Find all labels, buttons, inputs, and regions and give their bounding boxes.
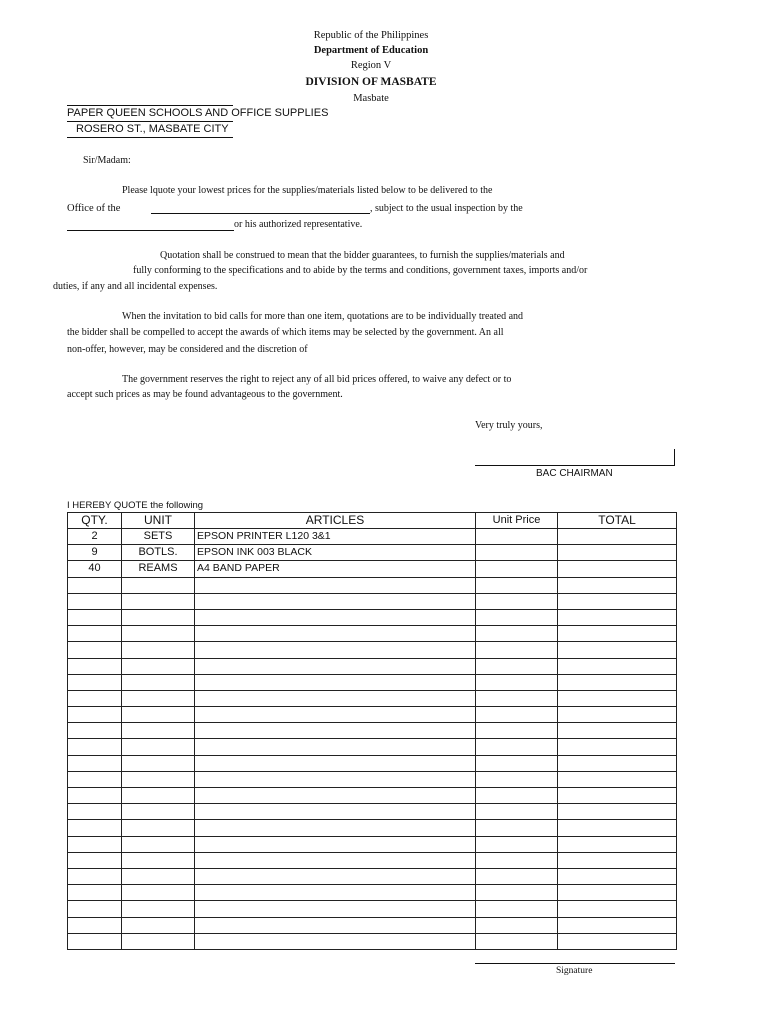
row-unit-price[interactable]: [476, 609, 558, 625]
para1-line3: or his authorized representative.: [234, 219, 363, 230]
table-row: [68, 707, 677, 723]
row-qty[interactable]: [68, 707, 122, 723]
row-unit[interactable]: [122, 626, 195, 642]
para3-line2: the bidder shall be compelled to accept the awards of which items may be selected by the government. An all: [67, 327, 504, 338]
row-qty[interactable]: 9: [68, 545, 122, 561]
row-article[interactable]: [195, 642, 476, 658]
row-qty[interactable]: [68, 820, 122, 836]
header-total: TOTAL: [558, 513, 677, 529]
row-unit-price[interactable]: [476, 658, 558, 674]
row-unit-price[interactable]: [476, 529, 558, 545]
header-unit: UNIT: [122, 513, 195, 529]
header-unit-price: Unit Price: [476, 513, 558, 529]
row-qty[interactable]: [68, 933, 122, 949]
row-total[interactable]: [558, 901, 677, 917]
row-unit-price[interactable]: [476, 771, 558, 787]
header-region: Region V: [350, 60, 392, 71]
row-total[interactable]: [558, 690, 677, 706]
row-total[interactable]: [558, 933, 677, 949]
row-unit[interactable]: [122, 690, 195, 706]
row-article[interactable]: [195, 707, 476, 723]
signature-label: Signature: [556, 966, 593, 976]
table-row: [68, 820, 677, 836]
closing-text: Very truly yours,: [475, 420, 543, 431]
row-total[interactable]: [558, 917, 677, 933]
row-unit[interactable]: [122, 901, 195, 917]
row-unit-price[interactable]: [476, 723, 558, 739]
row-unit[interactable]: [122, 917, 195, 933]
table-row: [68, 868, 677, 884]
para1-line2-a: Office of the: [67, 203, 121, 214]
row-qty[interactable]: [68, 609, 122, 625]
row-qty[interactable]: [68, 690, 122, 706]
row-total[interactable]: [558, 885, 677, 901]
row-unit-price[interactable]: [476, 593, 558, 609]
row-qty[interactable]: [68, 804, 122, 820]
table-row: [68, 626, 677, 642]
row-article[interactable]: [195, 723, 476, 739]
table-header-row: [68, 513, 677, 529]
table-row: [68, 690, 677, 706]
row-total[interactable]: [558, 852, 677, 868]
row-qty[interactable]: [68, 577, 122, 593]
row-unit[interactable]: [122, 771, 195, 787]
row-unit[interactable]: [122, 593, 195, 609]
addressee-name-rule: [67, 121, 233, 122]
row-total[interactable]: [558, 804, 677, 820]
bidder-signature-line[interactable]: [475, 963, 675, 964]
row-unit-price[interactable]: [476, 901, 558, 917]
row-unit-price[interactable]: [476, 690, 558, 706]
row-unit[interactable]: [122, 658, 195, 674]
row-article[interactable]: [195, 626, 476, 642]
row-total[interactable]: [558, 529, 677, 545]
row-qty[interactable]: [68, 788, 122, 804]
row-article[interactable]: [195, 836, 476, 852]
row-qty[interactable]: [68, 593, 122, 609]
table-row: [68, 609, 677, 625]
header-department: Department of Education: [313, 45, 429, 56]
header-division: DIVISION OF MASBATE: [305, 76, 437, 88]
row-qty[interactable]: [68, 739, 122, 755]
row-qty[interactable]: [68, 901, 122, 917]
row-unit-price[interactable]: [476, 852, 558, 868]
row-total[interactable]: [558, 836, 677, 852]
table-row: [68, 723, 677, 739]
table-row: [68, 674, 677, 690]
table-row: [68, 561, 677, 577]
row-unit[interactable]: REAMS: [122, 561, 195, 577]
row-unit-price[interactable]: [476, 707, 558, 723]
row-article[interactable]: [195, 901, 476, 917]
row-total[interactable]: [558, 593, 677, 609]
para2-line2: fully conforming to the specifications and to abide by the terms and conditions, government taxes, imports and/or: [133, 265, 588, 276]
addressee-address-rule: [67, 137, 233, 138]
row-article[interactable]: [195, 577, 476, 593]
table-row: [68, 529, 677, 545]
row-qty[interactable]: [68, 852, 122, 868]
para2-line1: Quotation shall be construed to mean that the bidder guarantees, to furnish the supplies/materials and: [160, 250, 565, 261]
row-article[interactable]: [195, 868, 476, 884]
row-unit[interactable]: [122, 852, 195, 868]
row-article[interactable]: [195, 690, 476, 706]
para1-line2-b: , subject to the usual inspection by the: [370, 203, 523, 214]
row-unit[interactable]: SETS: [122, 529, 195, 545]
table-row: [68, 577, 677, 593]
row-unit[interactable]: [122, 674, 195, 690]
row-unit[interactable]: [122, 577, 195, 593]
table-row: [68, 804, 677, 820]
row-unit[interactable]: [122, 933, 195, 949]
header-articles: ARTICLES: [195, 513, 476, 529]
row-total[interactable]: [558, 868, 677, 884]
row-article[interactable]: [195, 609, 476, 625]
table-row: [68, 545, 677, 561]
row-qty[interactable]: [68, 658, 122, 674]
row-qty[interactable]: [68, 868, 122, 884]
office-blank-line[interactable]: [151, 213, 370, 214]
row-article[interactable]: [195, 820, 476, 836]
row-total[interactable]: [558, 723, 677, 739]
row-unit-price[interactable]: [476, 739, 558, 755]
row-total[interactable]: [558, 755, 677, 771]
row-total[interactable]: [558, 577, 677, 593]
chairman-signature-line[interactable]: [475, 465, 675, 466]
table-row: [68, 836, 677, 852]
row-qty[interactable]: 40: [68, 561, 122, 577]
row-unit[interactable]: [122, 739, 195, 755]
row-unit[interactable]: [122, 820, 195, 836]
row-unit-price[interactable]: [476, 577, 558, 593]
table-row: [68, 885, 677, 901]
row-unit-price[interactable]: [476, 788, 558, 804]
table-intro: I HEREBY QUOTE the following: [67, 500, 204, 511]
row-unit-price[interactable]: [476, 885, 558, 901]
row-article[interactable]: [195, 852, 476, 868]
row-unit-price[interactable]: [476, 755, 558, 771]
row-article[interactable]: [195, 771, 476, 787]
row-unit-price[interactable]: [476, 868, 558, 884]
row-article[interactable]: [195, 917, 476, 933]
row-qty[interactable]: [68, 723, 122, 739]
row-article[interactable]: [195, 885, 476, 901]
row-qty[interactable]: [68, 642, 122, 658]
row-unit[interactable]: [122, 885, 195, 901]
table-row: [68, 852, 677, 868]
row-unit[interactable]: [122, 642, 195, 658]
row-article[interactable]: [195, 755, 476, 771]
row-unit[interactable]: [122, 836, 195, 852]
row-article[interactable]: A4 BAND PAPER: [195, 561, 476, 577]
row-article[interactable]: EPSON PRINTER L120 3&1: [195, 529, 476, 545]
row-unit-price[interactable]: [476, 917, 558, 933]
salutation: Sir/Madam:: [83, 155, 131, 166]
table-row: [68, 933, 677, 949]
row-unit-price[interactable]: [476, 674, 558, 690]
table-row: [68, 771, 677, 787]
row-qty[interactable]: 2: [68, 529, 122, 545]
row-total[interactable]: [558, 820, 677, 836]
para4-line2: accept such prices as may be found advantageous to the government.: [67, 389, 343, 400]
row-unit-price[interactable]: [476, 626, 558, 642]
addressee-name: PAPER QUEEN SCHOOLS AND OFFICE SUPPLIES: [67, 107, 329, 119]
row-unit[interactable]: [122, 868, 195, 884]
row-total[interactable]: [558, 561, 677, 577]
row-unit-price[interactable]: [476, 804, 558, 820]
row-article[interactable]: [195, 933, 476, 949]
row-unit[interactable]: [122, 723, 195, 739]
row-article[interactable]: [195, 739, 476, 755]
row-total[interactable]: [558, 642, 677, 658]
addressee-address: ROSERO ST., MASBATE CITY: [76, 123, 229, 135]
table-row: [68, 593, 677, 609]
row-qty[interactable]: [68, 755, 122, 771]
row-unit-price[interactable]: [476, 820, 558, 836]
para4-line1: The government reserves the right to reject any of all bid prices offered, to waive any defect or to: [122, 374, 512, 385]
row-article[interactable]: [195, 674, 476, 690]
row-total[interactable]: [558, 609, 677, 625]
row-unit[interactable]: [122, 707, 195, 723]
row-unit-price[interactable]: [476, 933, 558, 949]
row-total[interactable]: [558, 771, 677, 787]
row-unit-price[interactable]: [476, 545, 558, 561]
row-unit[interactable]: [122, 804, 195, 820]
table-row: [68, 755, 677, 771]
table-row: [68, 739, 677, 755]
row-article[interactable]: [195, 804, 476, 820]
row-total[interactable]: [558, 739, 677, 755]
quotation-table: [67, 512, 677, 950]
table-row: [68, 788, 677, 804]
row-article[interactable]: [195, 593, 476, 609]
row-total[interactable]: [558, 545, 677, 561]
row-unit[interactable]: [122, 755, 195, 771]
row-qty[interactable]: [68, 626, 122, 642]
row-article[interactable]: [195, 788, 476, 804]
table-row: [68, 642, 677, 658]
header-republic: Republic of the Philippines: [313, 30, 429, 41]
signature-line-end-mark: [674, 449, 675, 466]
para3-line3: non-offer, however, may be considered and the discretion of: [67, 344, 308, 355]
row-qty[interactable]: [68, 674, 122, 690]
signatory-title: BAC CHAIRMAN: [536, 468, 613, 479]
header-qty: QTY.: [68, 513, 122, 529]
row-total[interactable]: [558, 788, 677, 804]
row-total[interactable]: [558, 626, 677, 642]
row-qty[interactable]: [68, 885, 122, 901]
row-qty[interactable]: [68, 917, 122, 933]
para3-line1: When the invitation to bid calls for more than one item, quotations are to be individually treated and: [122, 311, 524, 322]
row-article[interactable]: [195, 658, 476, 674]
table-row: [68, 901, 677, 917]
para2-line3: duties, if any and all incidental expenses.: [53, 281, 218, 292]
header-city: Masbate: [353, 93, 389, 104]
table-row: [68, 658, 677, 674]
table-row: [68, 917, 677, 933]
row-qty[interactable]: [68, 836, 122, 852]
representative-blank-line[interactable]: [67, 230, 234, 231]
addressee-top-rule: [67, 105, 233, 106]
row-unit[interactable]: [122, 609, 195, 625]
para1-line1: Please lquote your lowest prices for the supplies/materials listed below to be delivered to the: [122, 185, 493, 196]
row-total[interactable]: [558, 658, 677, 674]
row-total[interactable]: [558, 707, 677, 723]
row-unit[interactable]: [122, 788, 195, 804]
row-unit-price[interactable]: [476, 642, 558, 658]
row-article[interactable]: EPSON INK 003 BLACK: [195, 545, 476, 561]
row-unit[interactable]: BOTLS.: [122, 545, 195, 561]
row-unit-price[interactable]: [476, 836, 558, 852]
row-total[interactable]: [558, 674, 677, 690]
row-unit-price[interactable]: [476, 561, 558, 577]
row-qty[interactable]: [68, 771, 122, 787]
